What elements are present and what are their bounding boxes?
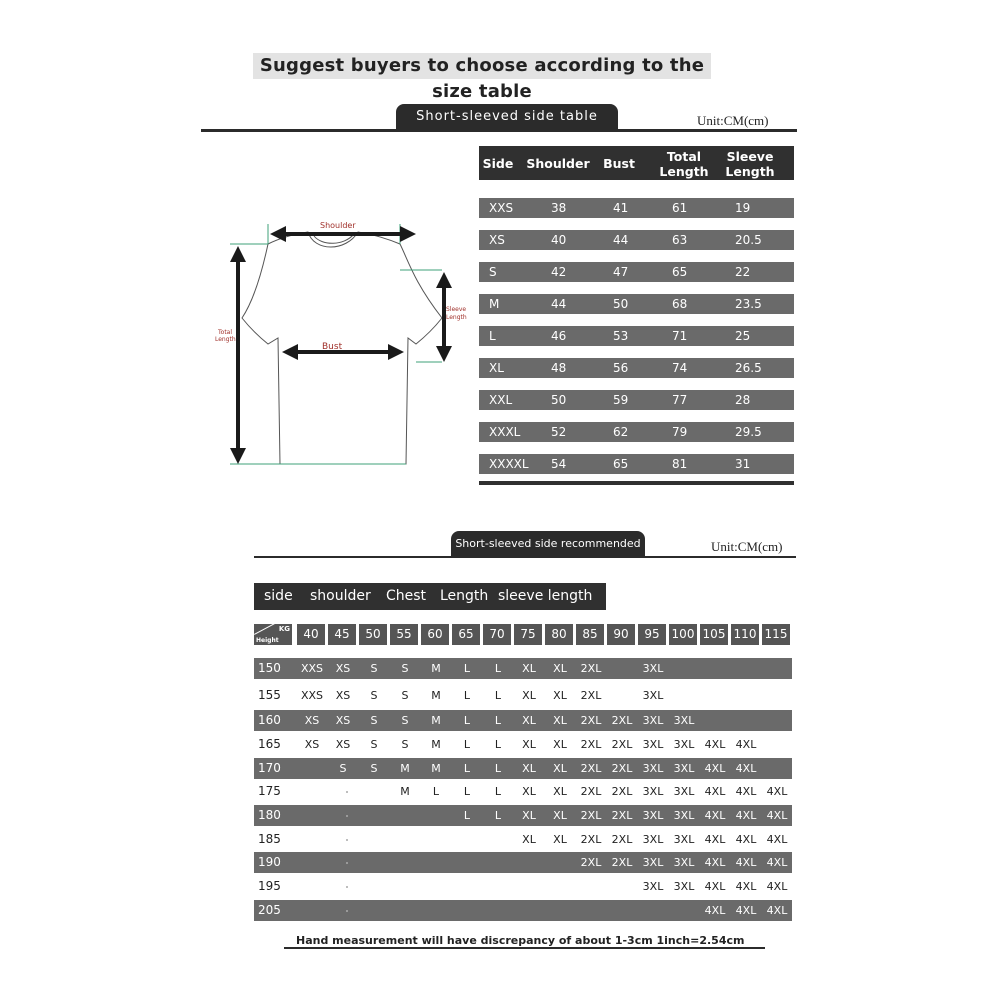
header-side: Side — [482, 156, 514, 171]
recommended-size-cell: S — [401, 738, 409, 751]
bar-shoulder: shoulder — [310, 588, 371, 604]
size-cell-shoulder: 50 — [551, 393, 567, 407]
recommended-size-cell: M — [400, 785, 410, 798]
recommended-row — [254, 805, 792, 826]
recommended-size-cell: 3XL — [673, 880, 695, 893]
height-value: 195 — [258, 879, 281, 893]
size-cell-size: XXXL — [489, 425, 521, 439]
size-cell-sleeve: 22 — [735, 265, 751, 279]
size-cell-total: 71 — [672, 329, 688, 343]
recommended-size-cell: 4XL — [735, 856, 757, 869]
recommended-row — [254, 900, 792, 921]
recommended-size-cell: L — [432, 785, 440, 798]
scan-dot — [346, 815, 348, 817]
size-row — [479, 326, 794, 346]
size-cell-size: XS — [489, 233, 505, 247]
height-value: 205 — [258, 903, 281, 917]
recommended-size-cell: 3XL — [642, 809, 664, 822]
recommended-size-cell: 4XL — [704, 785, 726, 798]
height-value: 165 — [258, 737, 281, 751]
recommended-size-cell: L — [494, 809, 502, 822]
recommended-size-cell: L — [463, 785, 471, 798]
recommended-size-cell: 2XL — [580, 662, 602, 675]
corner-kg-label: KG — [278, 625, 290, 633]
size-row — [479, 230, 794, 250]
recommended-size-cell: S — [401, 714, 409, 727]
recommended-size-cell: M — [400, 762, 410, 775]
recommended-size-cell: 3XL — [642, 762, 664, 775]
recommended-size-cell: 4XL — [735, 904, 757, 917]
size-row — [479, 454, 794, 474]
recommended-size-cell: XS — [335, 714, 351, 727]
page-title: Suggest buyers to choose according to the size table — [253, 53, 711, 79]
recommended-size-cell: 2XL — [580, 762, 602, 775]
weight-header-cell: 85 — [576, 624, 604, 645]
recommended-size-cell: 4XL — [704, 762, 726, 775]
recommended-size-cell: XL — [553, 833, 567, 846]
recommended-size-cell: 2XL — [611, 738, 633, 751]
recommended-size-cell: XS — [304, 714, 320, 727]
recommended-size-cell: 4XL — [766, 856, 788, 869]
recommended-size-cell: L — [463, 662, 471, 675]
recommended-size-cell: XL — [553, 689, 567, 702]
recommended-size-cell: XL — [553, 785, 567, 798]
scan-dot — [346, 910, 348, 912]
size-cell-shoulder: 54 — [551, 457, 567, 471]
recommended-size-cell: 3XL — [642, 785, 664, 798]
bar-chest: Chest — [386, 588, 427, 604]
recommended-size-cell: 4XL — [735, 833, 757, 846]
weight-header-cell: 110 — [731, 624, 759, 645]
recommended-size-cell: 2XL — [611, 833, 633, 846]
size-cell-bust: 62 — [613, 425, 629, 439]
recommended-size-cell: 2XL — [611, 762, 633, 775]
size-cell-shoulder: 42 — [551, 265, 567, 279]
recommended-size-cell: L — [463, 714, 471, 727]
weight-header-cell: 60 — [421, 624, 449, 645]
size-cell-size: M — [489, 297, 500, 311]
size-cell-total: 77 — [672, 393, 688, 407]
recommended-size-cell: 2XL — [580, 738, 602, 751]
recommended-size-cell: L — [494, 738, 502, 751]
height-value: 150 — [258, 661, 281, 675]
recommended-size-cell: L — [463, 762, 471, 775]
size-cell-total: 74 — [672, 361, 688, 375]
scan-dot — [346, 791, 348, 793]
size-row — [479, 198, 794, 218]
weight-header-cell: 45 — [328, 624, 356, 645]
size-cell-size: XXL — [489, 393, 513, 407]
recommended-size-cell: 4XL — [766, 904, 788, 917]
recommended-size-cell: 3XL — [642, 856, 664, 869]
size-cell-bust: 59 — [613, 393, 629, 407]
size-cell-total: 68 — [672, 297, 688, 311]
recommended-row — [254, 852, 792, 873]
recommended-size-cell: XL — [553, 762, 567, 775]
recommended-table-title-bar — [254, 583, 606, 610]
height-value: 155 — [258, 688, 281, 702]
scan-dot — [346, 862, 348, 864]
corner-height-label: Height — [256, 637, 279, 644]
header-shoulder: Shoulder — [526, 156, 590, 171]
size-cell-sleeve: 23.5 — [735, 297, 762, 311]
recommended-size-cell: 4XL — [735, 738, 757, 751]
recommended-size-cell: XS — [304, 738, 320, 751]
recommended-size-cell: S — [401, 689, 409, 702]
recommended-size-cell: 3XL — [673, 714, 695, 727]
weight-header-cell: 55 — [390, 624, 418, 645]
recommended-size-cell: L — [494, 762, 502, 775]
height-value: 190 — [258, 855, 281, 869]
recommended-size-cell: XS — [335, 662, 351, 675]
recommended-size-cell: XL — [553, 738, 567, 751]
weight-header-cell: 40 — [297, 624, 325, 645]
size-cell-total: 63 — [672, 233, 688, 247]
recommended-size-cell: M — [431, 762, 441, 775]
recommended-size-cell: M — [431, 689, 441, 702]
size-row — [479, 390, 794, 410]
recommended-size-cell: XL — [522, 738, 536, 751]
size-cell-bust: 47 — [613, 265, 629, 279]
recommended-size-cell: S — [370, 738, 378, 751]
recommended-size-cell: S — [339, 762, 347, 775]
size-cell-shoulder: 46 — [551, 329, 567, 343]
size-cell-sleeve: 20.5 — [735, 233, 762, 247]
size-cell-sleeve: 26.5 — [735, 361, 762, 375]
recommended-size-cell: 2XL — [611, 714, 633, 727]
weight-header-cell: 95 — [638, 624, 666, 645]
diagram-total-label-1: Total — [218, 329, 233, 336]
recommended-size-cell: XL — [522, 785, 536, 798]
weight-header-cell: 50 — [359, 624, 387, 645]
height-value: 180 — [258, 808, 281, 822]
recommended-row — [254, 781, 792, 802]
recommended-size-cell: 3XL — [642, 662, 664, 675]
section1-unit: Unit:CM(cm) — [697, 113, 769, 128]
recommended-size-cell: XS — [335, 689, 351, 702]
height-value: 170 — [258, 761, 281, 775]
recommended-size-cell: 4XL — [704, 738, 726, 751]
size-row — [479, 358, 794, 378]
recommended-size-cell: 2XL — [580, 833, 602, 846]
weight-header-cell: 65 — [452, 624, 480, 645]
size-cell-shoulder: 52 — [551, 425, 567, 439]
diagram-bust-label: Bust — [322, 342, 343, 352]
bar-side: side — [264, 588, 293, 604]
recommended-size-cell: 3XL — [673, 856, 695, 869]
recommended-size-cell: 4XL — [735, 785, 757, 798]
recommended-size-cell: 3XL — [673, 785, 695, 798]
diagram-shoulder-label: Shoulder — [320, 221, 356, 230]
size-cell-shoulder: 38 — [551, 201, 567, 215]
height-value: 185 — [258, 832, 281, 846]
diagram-total-label-2: Length — [215, 336, 236, 343]
recommended-size-cell: 4XL — [704, 880, 726, 893]
recommended-size-cell: L — [463, 809, 471, 822]
recommended-size-cell: S — [370, 662, 378, 675]
recommended-size-cell: XL — [553, 714, 567, 727]
recommended-size-cell: XL — [522, 809, 536, 822]
size-cell-total: 65 — [672, 265, 688, 279]
height-value: 160 — [258, 713, 281, 727]
weight-header-cell: 90 — [607, 624, 635, 645]
recommended-size-cell: L — [494, 662, 502, 675]
header-sleeve-1: Sleeve — [726, 149, 774, 164]
recommended-size-cell: 3XL — [673, 762, 695, 775]
header-sleeve-2: Length — [725, 164, 775, 179]
weight-header-cell: 75 — [514, 624, 542, 645]
recommended-size-cell: 4XL — [766, 809, 788, 822]
size-cell-sleeve: 31 — [735, 457, 751, 471]
recommended-size-cell: S — [401, 662, 409, 675]
size-cell-total: 79 — [672, 425, 688, 439]
recommended-size-cell: S — [370, 689, 378, 702]
size-cell-sleeve: 25 — [735, 329, 751, 343]
diagram-sleeve-label-1: Sleeve — [446, 306, 467, 313]
size-cell-size: XXXXL — [489, 457, 529, 471]
recommended-size-cell: 3XL — [642, 714, 664, 727]
scan-dot — [346, 886, 348, 888]
recommended-size-cell: XL — [553, 662, 567, 675]
recommended-size-cell: 3XL — [673, 833, 695, 846]
recommended-row — [254, 710, 792, 731]
size-cell-total: 81 — [672, 457, 688, 471]
recommended-size-cell: 2XL — [580, 809, 602, 822]
size-cell-bust: 50 — [613, 297, 629, 311]
recommended-size-cell: 4XL — [704, 904, 726, 917]
size-row — [479, 422, 794, 442]
size-row — [479, 262, 794, 282]
recommended-size-cell: 3XL — [642, 738, 664, 751]
size-row — [479, 294, 794, 314]
size-table-header — [479, 146, 794, 180]
recommended-size-cell: XXS — [300, 689, 324, 702]
recommended-size-cell: 3XL — [642, 689, 664, 702]
section1-tab: Short-sleeved side table — [396, 104, 618, 131]
recommended-size-cell: 4XL — [735, 880, 757, 893]
recommended-size-cell: XL — [522, 714, 536, 727]
recommended-size-cell: XS — [335, 738, 351, 751]
size-cell-size: XL — [489, 361, 504, 375]
bar-sleeve-length: sleeve length — [498, 588, 593, 604]
recommended-size-cell: 2XL — [611, 809, 633, 822]
measurement-note: Hand measurement will have discrepancy of about 1-3cm 1inch=2.54cm — [296, 934, 745, 947]
recommended-size-cell: L — [494, 714, 502, 727]
recommended-size-cell: XL — [522, 833, 536, 846]
size-cell-shoulder: 44 — [551, 297, 567, 311]
size-cell-bust: 44 — [613, 233, 629, 247]
recommended-size-cell: 4XL — [766, 880, 788, 893]
size-cell-size: S — [489, 265, 497, 279]
size-cell-size: L — [489, 329, 496, 343]
weight-header-cell: 70 — [483, 624, 511, 645]
recommended-size-cell: XXS — [300, 662, 324, 675]
size-cell-shoulder: 40 — [551, 233, 567, 247]
recommended-size-cell: 4XL — [735, 762, 757, 775]
recommended-size-cell: L — [463, 689, 471, 702]
header-total-1: Total — [666, 149, 702, 164]
recommended-size-cell: M — [431, 714, 441, 727]
weight-header-cell: 100 — [669, 624, 697, 645]
recommended-size-cell: 4XL — [766, 785, 788, 798]
recommended-size-cell: 4XL — [735, 809, 757, 822]
recommended-size-cell: M — [431, 738, 441, 751]
size-cell-bust: 56 — [613, 361, 629, 375]
size-cell-total: 61 — [672, 201, 688, 215]
recommended-size-cell: XL — [553, 809, 567, 822]
height-value: 175 — [258, 784, 281, 798]
recommended-size-cell: S — [370, 762, 378, 775]
recommended-row — [254, 876, 792, 897]
recommended-size-cell: XL — [522, 689, 536, 702]
recommended-size-cell: M — [431, 662, 441, 675]
scan-dot — [346, 839, 348, 841]
weight-header-cell: 80 — [545, 624, 573, 645]
size-cell-sleeve: 28 — [735, 393, 751, 407]
recommended-size-cell: 2XL — [580, 856, 602, 869]
header-total-2: Length — [659, 164, 709, 179]
size-cell-bust: 41 — [613, 201, 629, 215]
size-cell-sleeve: 29.5 — [735, 425, 762, 439]
recommended-size-cell: 2XL — [580, 689, 602, 702]
recommended-size-cell: XL — [522, 662, 536, 675]
recommended-size-cell: 3XL — [642, 833, 664, 846]
weight-header-cell: 115 — [762, 624, 790, 645]
size-cell-bust: 53 — [613, 329, 629, 343]
recommended-size-cell: 3XL — [642, 880, 664, 893]
size-cell-size: XXS — [489, 201, 514, 215]
recommended-size-cell: 2XL — [580, 785, 602, 798]
size-cell-sleeve: 19 — [735, 201, 751, 215]
recommended-row — [254, 685, 792, 706]
recommended-size-cell: 4XL — [704, 809, 726, 822]
size-cell-shoulder: 48 — [551, 361, 567, 375]
recommended-row — [254, 658, 792, 679]
recommended-size-cell: L — [494, 689, 502, 702]
size-cell-bust: 65 — [613, 457, 629, 471]
recommended-size-cell: L — [463, 738, 471, 751]
recommended-size-cell: 2XL — [611, 785, 633, 798]
recommended-size-cell: L — [494, 785, 502, 798]
recommended-size-cell: 2XL — [611, 856, 633, 869]
height-weight-corner-cell — [254, 624, 292, 645]
recommended-size-cell: XL — [522, 762, 536, 775]
recommended-size-cell: 4XL — [766, 833, 788, 846]
footer-rule — [284, 947, 765, 949]
section2-tab: Short-sleeved side recommended table — [451, 531, 645, 557]
diagram-sleeve-label-2: Length — [446, 314, 467, 321]
size-table-bottom-rule — [479, 481, 794, 485]
recommended-size-cell: 3XL — [673, 809, 695, 822]
recommended-size-cell: 2XL — [580, 714, 602, 727]
header-bust: Bust — [603, 156, 635, 171]
recommended-size-cell: S — [370, 714, 378, 727]
section2-unit: Unit:CM(cm) — [711, 539, 783, 554]
recommended-size-cell: 4XL — [704, 833, 726, 846]
recommended-size-cell: 4XL — [704, 856, 726, 869]
recommended-row — [254, 758, 792, 779]
recommended-size-cell: 3XL — [673, 738, 695, 751]
recommended-row — [254, 829, 792, 850]
weight-header-cell: 105 — [700, 624, 728, 645]
bar-length: Length — [440, 588, 489, 604]
recommended-row — [254, 734, 792, 755]
tshirt-measurement-diagram — [210, 212, 467, 474]
